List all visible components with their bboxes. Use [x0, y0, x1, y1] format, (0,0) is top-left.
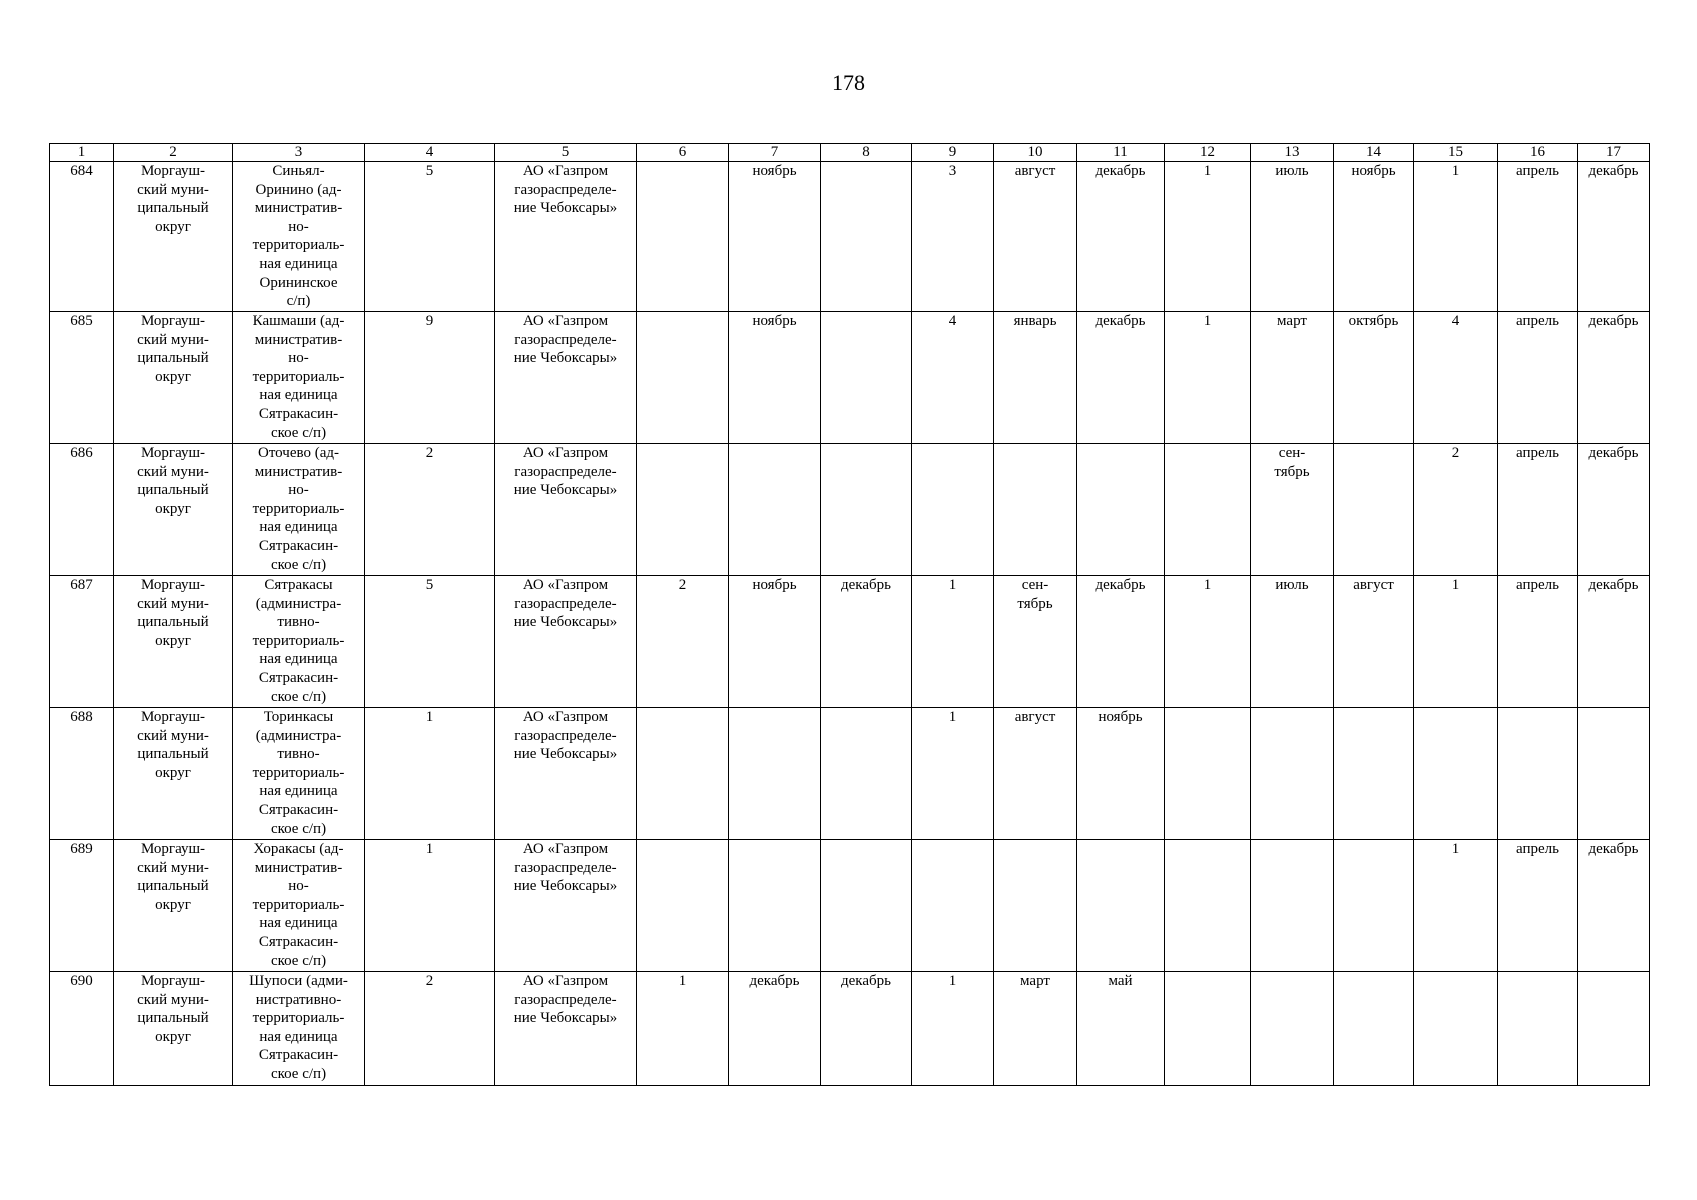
table-cell: декабрь — [1578, 312, 1650, 444]
table-cell: 1 — [637, 972, 729, 1086]
table-cell: ноябрь — [729, 162, 821, 312]
table-cell: 2 — [637, 576, 729, 708]
table-row — [50, 312, 1650, 444]
table-cell: ноябрь — [729, 576, 821, 708]
table-cell: АО «Газпром газораспределе- ние Чебоксары» — [495, 708, 637, 840]
table-cell: Синьял- Оринино (ад- министратив- но- территориаль- ная единица Орининское с/п) — [233, 162, 365, 312]
column-header: 17 — [1578, 144, 1650, 162]
table-cell: Торинкасы (администра- тивно- территориаль- ная единица Сятракасин- ское с/п) — [233, 708, 365, 840]
column-header: 14 — [1334, 144, 1414, 162]
table-cell: декабрь — [821, 576, 912, 708]
table-row — [50, 972, 1650, 1086]
table-cell: Сятракасы (администра- тивно- территориаль- ная единица Сятракасин- ское с/п) — [233, 576, 365, 708]
table-cell: 3 — [912, 162, 994, 312]
table-cell: октябрь — [1334, 312, 1414, 444]
column-header: 2 — [114, 144, 233, 162]
table-cell: 687 — [50, 576, 114, 708]
table-cell — [1251, 708, 1334, 840]
table-cell: январь — [994, 312, 1077, 444]
table-cell — [1334, 444, 1414, 576]
table-cell — [637, 444, 729, 576]
table-cell: декабрь — [821, 972, 912, 1086]
table-cell: 1 — [365, 708, 495, 840]
table-cell — [912, 444, 994, 576]
table-cell: сен- тябрь — [994, 576, 1077, 708]
table-cell: 1 — [912, 972, 994, 1086]
table-cell: апрель — [1498, 576, 1578, 708]
table-cell — [912, 840, 994, 972]
table-cell: Моргауш- ский муни- ципальный округ — [114, 576, 233, 708]
table-cell: май — [1077, 972, 1165, 1086]
column-header: 4 — [365, 144, 495, 162]
table-cell — [637, 312, 729, 444]
table-cell — [1077, 840, 1165, 972]
table-cell: апрель — [1498, 312, 1578, 444]
table-cell: АО «Газпром газораспределе- ние Чебоксары» — [495, 162, 637, 312]
table-cell — [1165, 444, 1251, 576]
table-row — [50, 708, 1650, 840]
table-row — [50, 840, 1650, 972]
table-cell: 690 — [50, 972, 114, 1086]
table-cell — [637, 708, 729, 840]
table-cell: 1 — [1414, 576, 1498, 708]
table-cell: декабрь — [1578, 162, 1650, 312]
table-cell: 688 — [50, 708, 114, 840]
table-cell: Кашмаши (ад- министратив- но- территориаль- ная единица Сятракасин- ское с/п) — [233, 312, 365, 444]
column-header: 9 — [912, 144, 994, 162]
table-cell — [1334, 972, 1414, 1086]
table-cell: Оточево (ад- министратив- но- территориаль- ная единица Сятракасин- ское с/п) — [233, 444, 365, 576]
table-cell: ноябрь — [1077, 708, 1165, 840]
table-cell: Моргауш- ский муни- ципальный округ — [114, 312, 233, 444]
table-cell: АО «Газпром газораспределе- ние Чебоксары» — [495, 576, 637, 708]
table-cell: 1 — [912, 576, 994, 708]
table-cell: 1 — [1165, 576, 1251, 708]
table-cell: август — [994, 708, 1077, 840]
table-cell — [821, 840, 912, 972]
table-cell: июль — [1251, 576, 1334, 708]
table-cell: 9 — [365, 312, 495, 444]
table-cell — [637, 840, 729, 972]
column-header: 1 — [50, 144, 114, 162]
table-cell: 686 — [50, 444, 114, 576]
table-cell — [1414, 972, 1498, 1086]
table-cell: июль — [1251, 162, 1334, 312]
table-cell: декабрь — [1077, 576, 1165, 708]
table-cell — [1578, 972, 1650, 1086]
table-cell: 684 — [50, 162, 114, 312]
table-row — [50, 162, 1650, 312]
table-cell: Моргауш- ский муни- ципальный округ — [114, 972, 233, 1086]
table-cell — [821, 312, 912, 444]
table-cell — [994, 840, 1077, 972]
table-cell — [1334, 840, 1414, 972]
table-cell: апрель — [1498, 444, 1578, 576]
table-cell: АО «Газпром газораспределе- ние Чебоксары» — [495, 444, 637, 576]
table-cell: Шупоси (адми- нистративно- территориаль- ная единица Сятракасин- ское с/п) — [233, 972, 365, 1086]
column-number-row — [50, 144, 1650, 162]
table-cell: сен- тябрь — [1251, 444, 1334, 576]
table-cell — [1165, 840, 1251, 972]
table-cell: Хоракасы (ад- министратив- но- территориаль- ная единица Сятракасин- ское с/п) — [233, 840, 365, 972]
schedule-table — [49, 143, 1650, 1086]
table-cell: АО «Газпром газораспределе- ние Чебоксары» — [495, 972, 637, 1086]
table-cell: 1 — [1414, 162, 1498, 312]
table-cell — [729, 708, 821, 840]
table-cell: декабрь — [1077, 162, 1165, 312]
table-cell: 2 — [365, 444, 495, 576]
table-cell: Моргауш- ский муни- ципальный округ — [114, 162, 233, 312]
table-cell — [1414, 708, 1498, 840]
table-cell: Моргауш- ский муни- ципальный округ — [114, 840, 233, 972]
table-cell: декабрь — [729, 972, 821, 1086]
table-cell — [994, 444, 1077, 576]
table-cell: ноябрь — [729, 312, 821, 444]
table-cell: Моргауш- ский муни- ципальный округ — [114, 708, 233, 840]
table-cell — [1578, 708, 1650, 840]
table-cell: 1 — [365, 840, 495, 972]
table-cell: АО «Газпром газораспределе- ние Чебоксары» — [495, 840, 637, 972]
table-cell: Моргауш- ский муни- ципальный округ — [114, 444, 233, 576]
table-cell: март — [994, 972, 1077, 1086]
table-cell — [729, 444, 821, 576]
column-header: 6 — [637, 144, 729, 162]
table-cell: 685 — [50, 312, 114, 444]
table-cell — [637, 162, 729, 312]
table-cell: 4 — [912, 312, 994, 444]
column-header: 16 — [1498, 144, 1578, 162]
column-header: 11 — [1077, 144, 1165, 162]
table-cell — [1334, 708, 1414, 840]
table-cell: декабрь — [1578, 576, 1650, 708]
column-header: 8 — [821, 144, 912, 162]
table-cell: 1 — [1165, 162, 1251, 312]
table-cell — [1251, 840, 1334, 972]
table-cell — [1498, 972, 1578, 1086]
table-cell — [1498, 708, 1578, 840]
table-cell: 5 — [365, 162, 495, 312]
table-row — [50, 576, 1650, 708]
page-number: 178 — [832, 70, 865, 95]
column-header: 13 — [1251, 144, 1334, 162]
column-header: 5 — [495, 144, 637, 162]
table-cell: 689 — [50, 840, 114, 972]
table-cell: декабрь — [1578, 840, 1650, 972]
table-cell — [1165, 972, 1251, 1086]
table-cell: 1 — [1414, 840, 1498, 972]
table-cell — [821, 708, 912, 840]
table-cell: 1 — [912, 708, 994, 840]
table-cell: декабрь — [1077, 312, 1165, 444]
table-body — [50, 162, 1650, 1086]
table-cell: август — [1334, 576, 1414, 708]
table-cell — [821, 162, 912, 312]
table-cell: 4 — [1414, 312, 1498, 444]
table-cell: 1 — [1165, 312, 1251, 444]
table-cell: апрель — [1498, 162, 1578, 312]
column-header: 3 — [233, 144, 365, 162]
table-cell: 5 — [365, 576, 495, 708]
column-header: 15 — [1414, 144, 1498, 162]
column-header: 10 — [994, 144, 1077, 162]
table-row — [50, 444, 1650, 576]
column-header: 7 — [729, 144, 821, 162]
table-cell — [1077, 444, 1165, 576]
table-cell: 2 — [1414, 444, 1498, 576]
table-cell: АО «Газпром газораспределе- ние Чебоксары» — [495, 312, 637, 444]
table-cell — [729, 840, 821, 972]
column-header: 12 — [1165, 144, 1251, 162]
table-cell — [1251, 972, 1334, 1086]
table-cell — [821, 444, 912, 576]
table-cell: апрель — [1498, 840, 1578, 972]
table-cell: август — [994, 162, 1077, 312]
table-cell: ноябрь — [1334, 162, 1414, 312]
table-cell — [1165, 708, 1251, 840]
table-cell: декабрь — [1578, 444, 1650, 576]
table-cell: март — [1251, 312, 1334, 444]
table-cell: 2 — [365, 972, 495, 1086]
